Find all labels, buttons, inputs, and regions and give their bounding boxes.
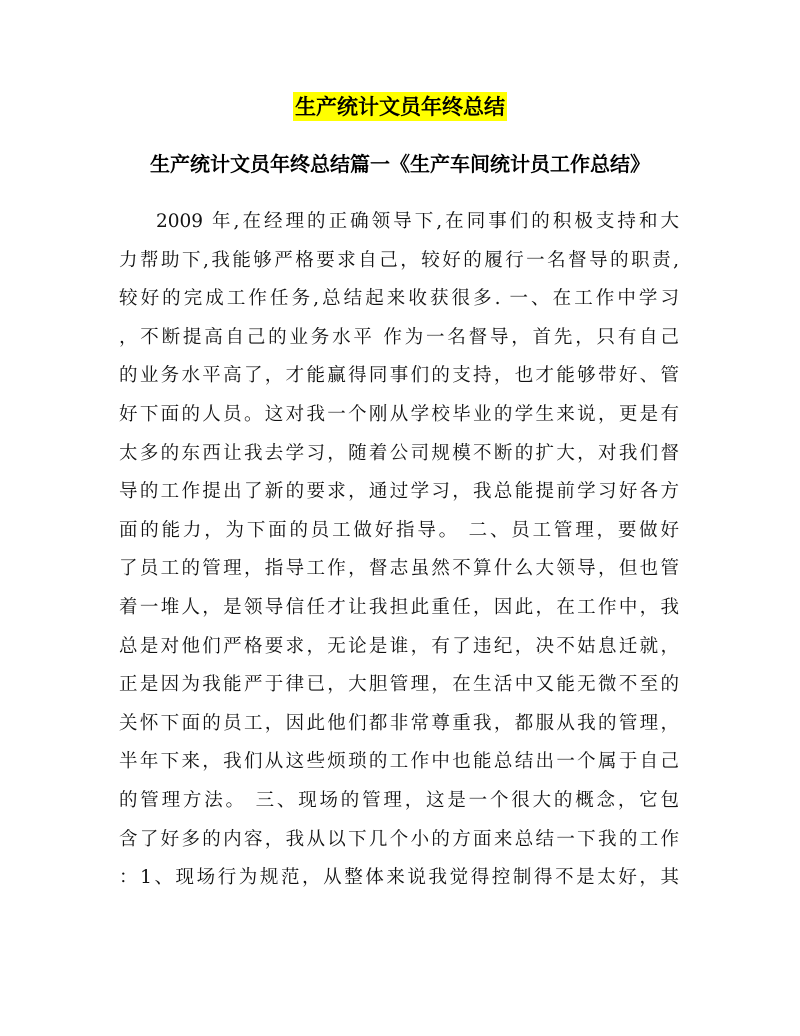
body-line: 好下面的人员。这对我一个刚从学校毕业的学生来说，更是有 [119,403,679,425]
body-line: 较好的完成工作任务,总结起来收获很多. 一、在工作中学习 [119,288,679,310]
document-subtitle: 生产统计文员年终总结篇一《生产车间统计员工作总结》 [150,152,650,176]
body-line: ，不断提高自己的业务水平 作为一名督导，首先，只有自己 [119,326,679,348]
body-line: 太多的东西让我去学习，随着公司规模不断的扩大，对我们督 [119,442,679,464]
body-line: 导的工作提出了新的要求，通过学习，我总能提前学习好各方 [119,481,679,503]
body-line: 关怀下面的员工，因此他们都非常尊重我，都服从我的管理， [119,712,679,734]
body-line: 2009 年,在经理的正确领导下,在同事们的积极支持和大 [156,211,679,232]
document-title: 生产统计文员年终总结 [295,94,505,119]
title-wrap [0,92,800,121]
body-line: 面的能力，为下面的员工做好指导。 二、员工管理，要做好 [119,519,679,541]
body-line: 的管理方法。 三、现场的管理，这是一个很大的概念，它包 [119,789,679,811]
body-line: 力帮助下,我能够严格要求自己，较好的履行一名督导的职责, [119,249,679,271]
body-line: 了员工的管理，指导工作，督志虽然不算什么大领导，但也管 [119,558,679,580]
body-line: 含了好多的内容，我从以下几个小的方面来总结一下我的工作 [119,828,679,850]
body-line: 总是对他们严格要求，无论是谁，有了违纪，决不姑息迁就， [119,635,679,657]
body-line: ：1、现场行为规范，从整体来说我觉得控制得不是太好，其 [119,867,679,889]
body-line: 着一堆人，是领导信任才让我担此重任，因此，在工作中，我 [119,596,679,618]
body-line: 半年下来，我们从这些烦琐的工作中也能总结出一个属于自己 [119,751,679,773]
body-text [119,203,679,898]
body-line: 正是因为我能严于律已，大胆管理，在生活中又能无微不至的 [119,674,679,696]
body-line: 的业务水平高了，才能赢得同事们的支持，也才能够带好、管 [119,365,679,387]
